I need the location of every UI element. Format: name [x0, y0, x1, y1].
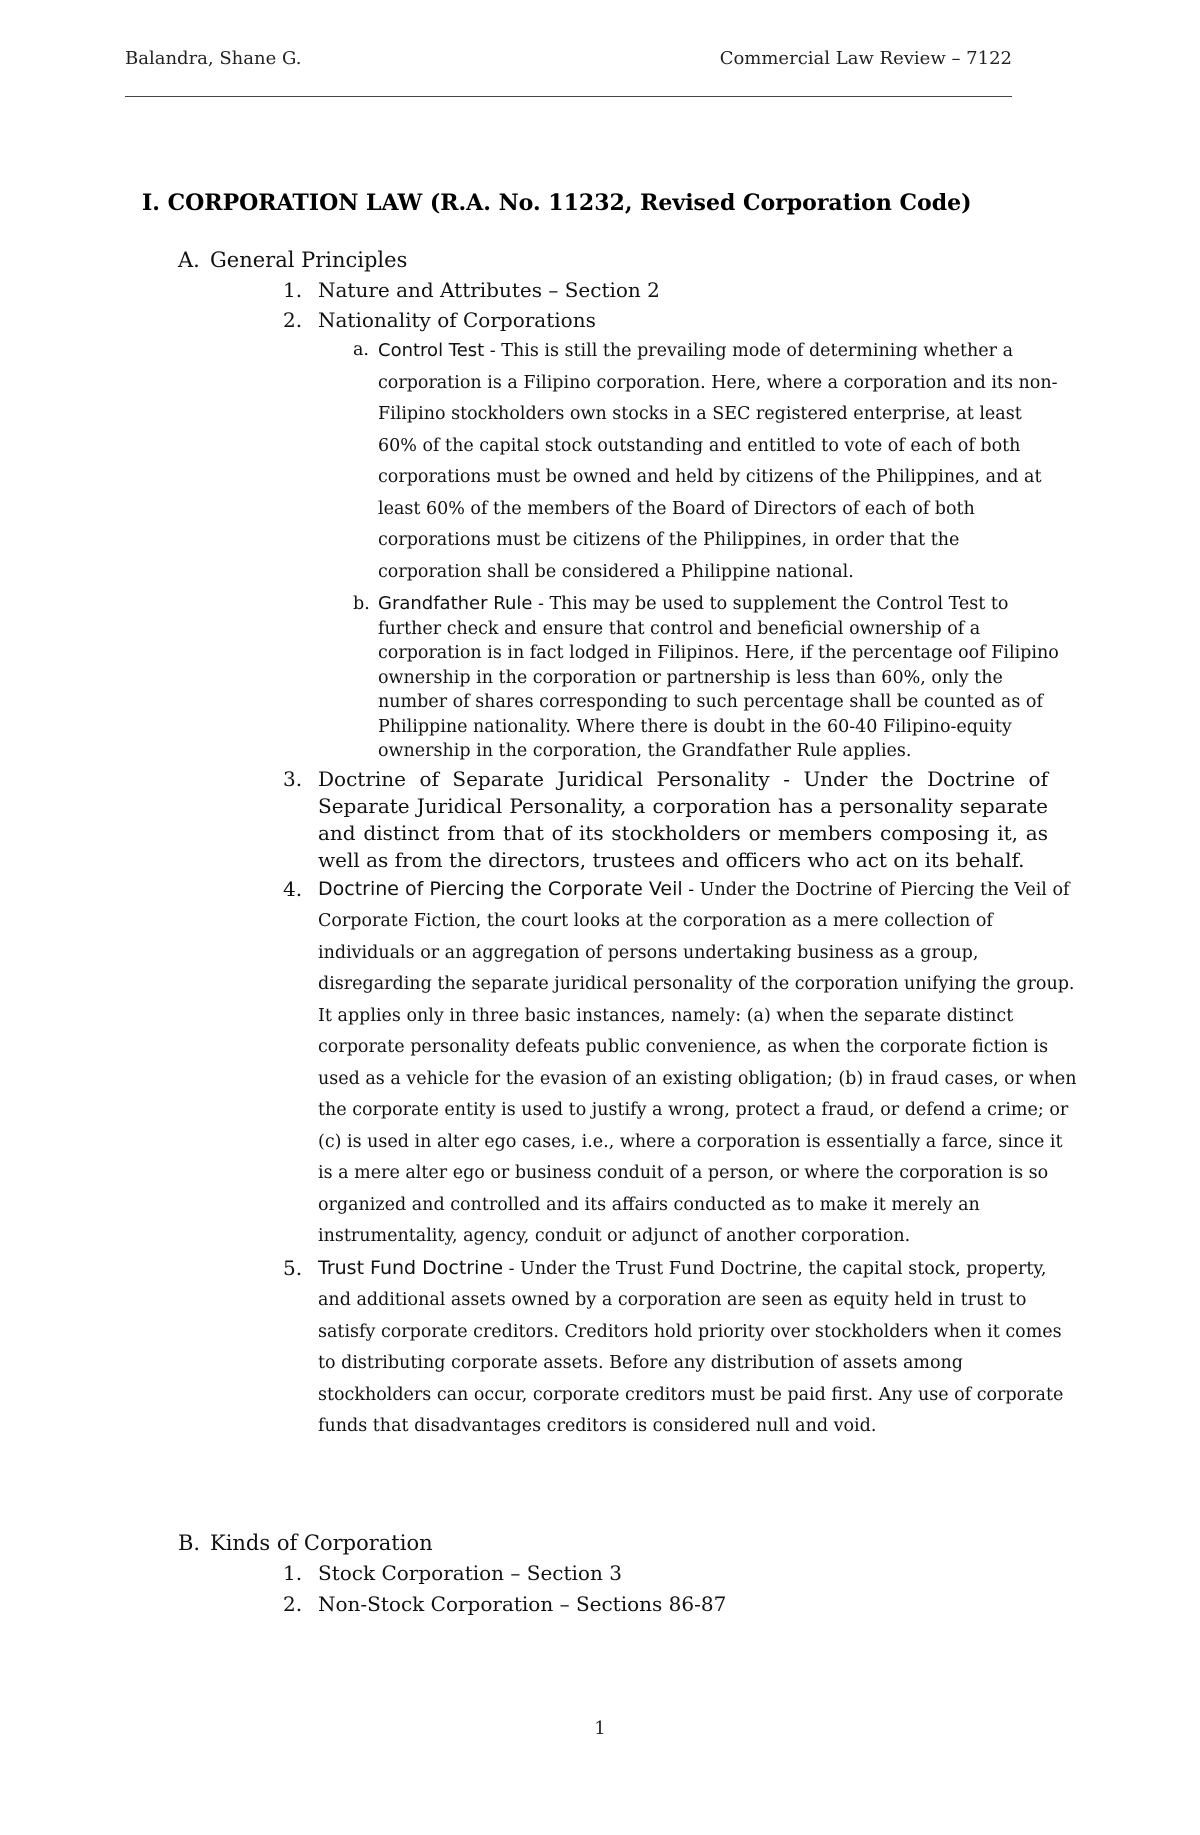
- section-a-marker: A.: [178, 248, 200, 272]
- piercing-veil-paragraph: [178, 874, 1078, 1127]
- document-title: I. CORPORATION LAW (R.A. No. 11232, Revised Corporation Code): [142, 190, 972, 216]
- piercing-veil-item: [178, 874, 1078, 1253]
- page-number: 1: [594, 1718, 606, 1739]
- section-a-title: General Principles: [210, 248, 408, 272]
- list-marker: 1.: [283, 278, 303, 302]
- list-item: [178, 1589, 1078, 1620]
- section-b-heading: [178, 1528, 1078, 1558]
- grandfather-rule-paragraph: [178, 592, 1068, 764]
- section-b-marker: B.: [178, 1531, 201, 1555]
- list-marker: 2.: [283, 1592, 303, 1616]
- trust-fund-item: [178, 1253, 1078, 1443]
- header-author: Balandra, Shane G.: [125, 48, 302, 69]
- trust-fund-paragraph: [178, 1253, 1078, 1443]
- list-item: [178, 305, 1078, 335]
- list-marker: 5.: [283, 1255, 303, 1280]
- trust-fund-term: Trust Fund Doctrine: [318, 1256, 504, 1279]
- list-marker: 1.: [283, 1561, 303, 1585]
- section-a-heading: [178, 245, 1078, 275]
- grandfather-rule-item: [178, 592, 1078, 764]
- piercing-veil-body: - Under the Doctrine of Piercing the Veil of Corporate Fiction, the court looks at the corporation as a mere collection of individuals or an aggregation of persons undertaking business as a group, disregarding the separate juridical personality of the corporation unifying the group. It applies only in three basic instances, namely: (a) when the separate distinct corporate personality defeats public convenience, as when the corporate fiction is used as a vehicle for the evasion of an existing obligation; (b) in fraud cases, or when the corporate entity is used to justify a wrong, protect a fraud, or defend a crime; or: [318, 879, 1077, 1120]
- control-test-item: [178, 335, 1078, 588]
- control-test-body: - This is still the prevailing mode of determining whether a corporation is a Filipino corporation. Here, where a corporation and its non- Filipino stockholders own stocks in a SEC registered enterprise, at least 60% of the capital stock outstanding and entitled to vote of each of both corporations must be owned and held by citizens of the Philippines, and at least 60% of the members of the Board of Directors of each of both corporations must be citizens of the Philippines, in order that the corporation shall be considered a Philippine national.: [378, 341, 1058, 582]
- section-a: [178, 245, 1078, 1443]
- list-marker: 2.: [283, 308, 303, 332]
- header-course: Commercial Law Review – 7122: [719, 48, 1012, 69]
- trust-fund-body: - Under the Trust Fund Doctrine, the capital stock, property, and additional assets owned by a corporation are seen as equity held in trust to satisfy corporate creditors. Creditors hold priority over stockholders when it comes to distributing corporate assets. Before any distribution of assets among stockholders can occur, corporate creditors must be paid first. Any use of corporate funds that disadvantages creditors is considered null and void.: [318, 1258, 1064, 1436]
- list-item-text: Nationality of Corporations: [318, 308, 596, 332]
- separate-personality-item: [178, 766, 1078, 874]
- section-b: [178, 1528, 1078, 1620]
- list-item: [178, 1558, 1078, 1589]
- section-b-title: Kinds of Corporation: [210, 1531, 433, 1555]
- control-test-paragraph: [178, 335, 1058, 588]
- list-marker: b.: [353, 594, 370, 614]
- grandfather-rule-body: - This may be used to supplement the Control Test to further check and ensure that control and beneficial ownership of a corporation is in fact lodged in Filipinos. Here, if the percentage oof Filipino ownership in the corporation or partnership is less than 60%, only the number of shares corresponding to such percentage shall be counted as of Philippine nationality. Where there is doubt in the 60-40 Filipino-equity ownership in the corporation, the Grandfather Rule applies.: [378, 594, 1059, 761]
- grandfather-rule-term: Grandfather Rule: [378, 593, 533, 614]
- control-test-term: Control Test: [378, 340, 485, 361]
- header-divider: [125, 96, 1012, 97]
- list-item-text: Nature and Attributes – Section 2: [318, 278, 660, 302]
- piercing-veil-continuation: (c) is used in alter ego cases, i.e., where a corporation is essentially a farce, since it is a mere alter ego or business conduit of a person, or where the corporation is so organized and controlled and its affairs conducted as to make it merely an instrumentality, agency, conduit or adjunct of another corporation.: [318, 1131, 1063, 1246]
- separate-personality-paragraph: Doctrine of Separate Juridical Personality - Under the Doctrine of Separate Juridical Personality, a corporation has a personality separate and distinct from that of its stockholders or members composing it, as well as from the directors, trustees and officers who act on its behalf.: [318, 766, 1048, 872]
- list-item: [178, 275, 1078, 305]
- list-marker: a.: [353, 340, 369, 360]
- piercing-veil-term: Doctrine of Piercing the Corporate Veil: [318, 877, 683, 900]
- list-item-text: Stock Corporation – Section 3: [318, 1561, 622, 1585]
- list-item-text: Non-Stock Corporation – Sections 86-87: [318, 1592, 727, 1616]
- list-marker: 4.: [283, 876, 303, 901]
- list-marker: 3.: [283, 766, 303, 791]
